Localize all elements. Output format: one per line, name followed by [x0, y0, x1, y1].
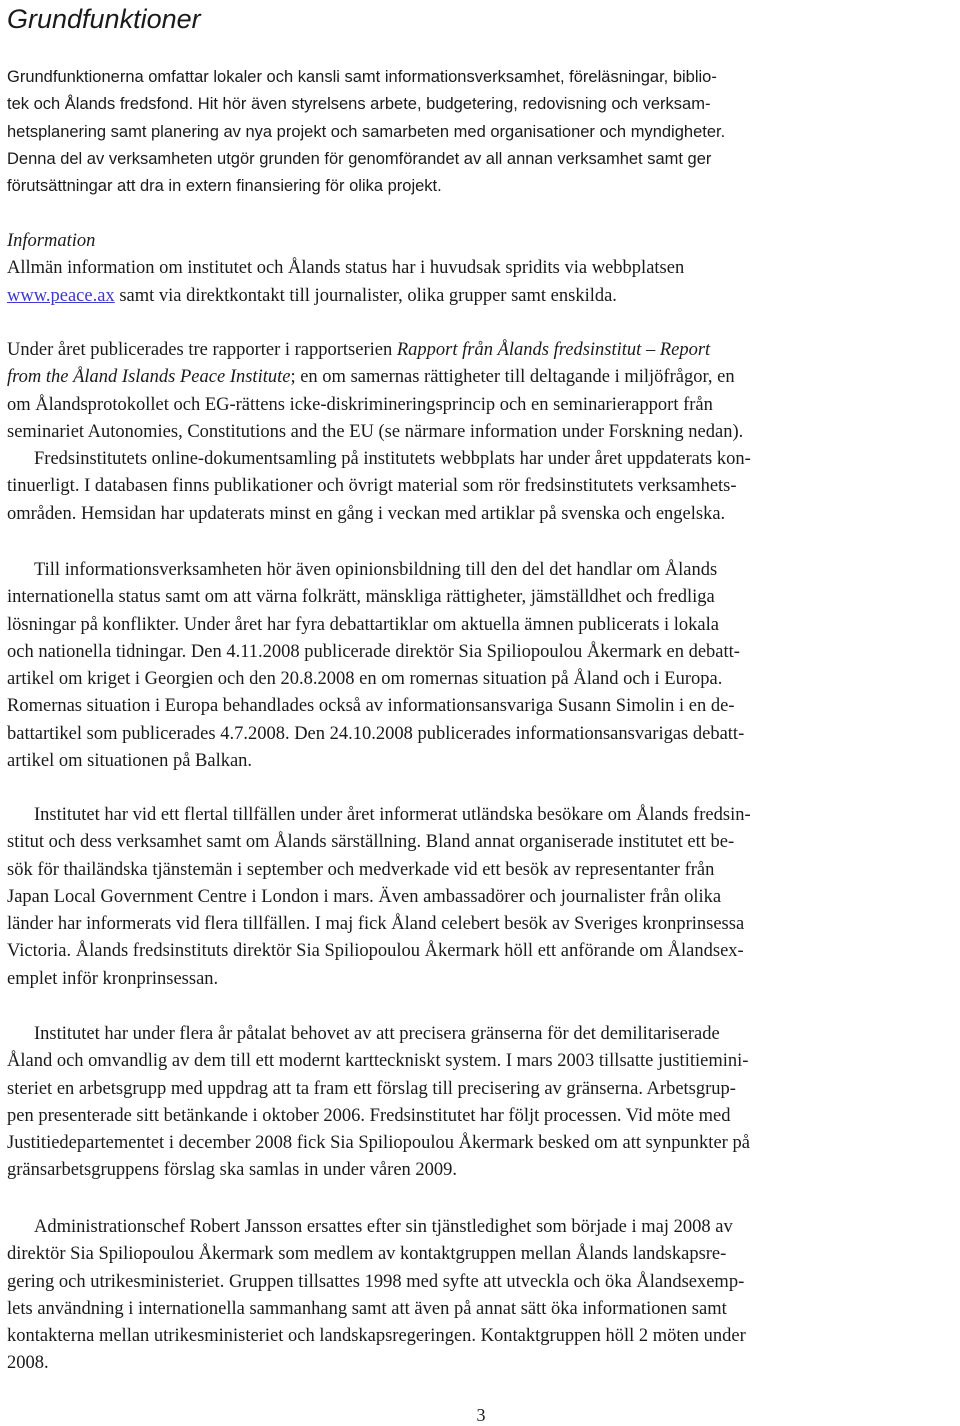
borders-paragraph	[7, 1021, 955, 1185]
text-line: steriet en arbetsgrupp med uppdrag att ta fram ett förslag till precisering av gränserna. Arbetsgrup-	[7, 1078, 736, 1099]
text-line: emplet inför kronprinsessan.	[7, 968, 219, 989]
website-link[interactable]: www.peace.ax	[7, 285, 115, 306]
text-fragment: samt via direktkontakt till journalister, olika grupper samt enskilda.	[114, 285, 617, 306]
text-line: kontakterna mellan utrikesministeriet och landskapsregeringen. Kontaktgruppen höll 2 möten under	[7, 1326, 746, 1347]
text-line: Romernas situation i Europa behandlades också av informationsansvariga Susann Simolin i en de-	[7, 696, 735, 717]
text-line: Institutet har under flera år påtalat behovet av att precisera gränserna för det demilitariserade	[34, 1024, 720, 1044]
text-line: Victoria. Ålands fredsinstituts direktör Sia Spiliopoulou Åkermark höll ett anförande om Ålandsex-	[7, 941, 744, 962]
text-line: gering och utrikesministeriet. Gruppen tillsattes 1998 med syfte att utveckla och öka Ålandsexemp-	[7, 1271, 745, 1292]
information-section	[7, 228, 955, 310]
text-line: seminariet Autonomies, Constitutions and the EU (se närmare information under Forskning nedan).	[7, 421, 744, 442]
text-line	[7, 283, 955, 310]
text-line: 2008.	[7, 1353, 49, 1374]
subheading-information: Information	[7, 231, 96, 251]
text-line: och nationella tidningar. Den 4.11.2008 publicerade direktör Sia Spiliopoulou Åkermark en debatt-	[7, 641, 740, 662]
text-line: lets användning i internationella sammanhang samt att även på annat sätt öka informationen samt	[7, 1298, 727, 1319]
text-line: om Ålandsprotokollet och EG-rättens icke-diskrimineringsprincip och en seminarierapport från	[7, 394, 713, 415]
text-line: pen presenterade sitt betänkande i oktober 2006. Fredsinstitutet har följt processen. Vid möte med	[7, 1105, 731, 1126]
contact-group-paragraph	[7, 1214, 955, 1378]
text-line: direktör Sia Spiliopoulou Åkermark som medlem av kontaktgruppen mellan Ålands landskapsre-	[7, 1244, 727, 1265]
text-line: artikel om situationen på Balkan.	[7, 751, 253, 772]
report-series-title: Rapport från Ålands fredsinstitut – Report	[396, 340, 711, 360]
text-line: länder har informerats vid flera tillfällen. I maj fick Åland celebert besök av Sveriges kronprinsessa	[7, 914, 745, 935]
intro-paragraph	[7, 64, 955, 200]
text-line: områden. Hemsidan har updaterats minst en gång i veckan med artiklar på svenska och engelska.	[7, 503, 726, 524]
text-line: Fredsinstitutets online-dokumentsamling på institutets webbplats har under året uppdaterats kon-	[34, 449, 751, 470]
text-line: Japan Local Government Centre i London i mars. Även ambassadörer och journalister från olika	[7, 886, 722, 907]
text-line: sök för thailändska tjänstemän i september och medverkade vid ett besök av representanter från	[7, 859, 715, 880]
text-line: artikel om kriget i Georgien och den 20.8.2008 en om romernas situation på Åland och i Europa.	[7, 669, 723, 690]
text-line: Denna del av verksamheten utgör grunden för genomförandet av all annan verksamhet samt ger	[7, 149, 712, 168]
text-line: hetsplanering samt planering av nya projekt och samarbeten med organisationer och myndigheter.	[7, 122, 726, 141]
text-line: tek och Ålands fredsfond. Hit hör även styrelsens arbete, budgetering, redovisning och verksam-	[7, 95, 711, 114]
text-fragment: ; en om samernas rättigheter till deltagande i miljöfrågor, en	[290, 367, 735, 388]
text-line: Administrationschef Robert Jansson ersattes efter sin tjänstledighet som började i maj 2008 av	[34, 1217, 733, 1237]
text-line: Åland och omvandlig av dem till ett modernt kartteckniskt system. I mars 2003 tillsatte justitiemini-	[7, 1051, 749, 1072]
text-line	[7, 364, 955, 391]
text-line: stitut och dess verksamhet samt om Ålands särställning. Bland annat organiserade institutet ett be-	[7, 832, 735, 853]
text-line: Till informationsverksamheten hör även opinionsbildning till den del det handlar om Ålands	[34, 560, 718, 580]
text-line: lösningar på konflikter. Under året har fyra debattartiklar om aktuella ämnen publicerats i lokala	[7, 614, 719, 635]
opinion-paragraph	[7, 557, 955, 775]
text-line: Institutet har vid ett flertal tillfällen under året informerat utländska besökare om Ålands fredsin-	[34, 805, 751, 825]
text-fragment: Under året publicerades tre rapporter i rapportserien	[7, 340, 397, 360]
text-line: tinuerligt. I databasen finns publikationer och övrigt material som rör fredsinstitutets verksamhets-	[7, 476, 737, 497]
page-number: 3	[476, 1405, 486, 1425]
text-line: Justitiedepartementet i december 2008 fick Sia Spiliopoulou Åkermark besked om att synpunkter på	[7, 1133, 750, 1154]
visitors-paragraph	[7, 802, 955, 993]
text-line	[7, 337, 955, 364]
reports-paragraph	[7, 337, 955, 528]
text-line: gränsarbetsgruppens förslag ska samlas in under våren 2009.	[7, 1160, 458, 1181]
text-line: Allmän information om institutet och Ålands status har i huvudsak spridits via webbplatsen	[7, 258, 685, 279]
text-line: internationella status samt om att värna folkrätt, mänskliga rättigheter, jämställdhet och fredliga	[7, 587, 715, 608]
report-series-title-continued: from the Åland Islands Peace Institute	[7, 367, 291, 388]
text-line: battartikel som publicerades 4.7.2008. Den 24.10.2008 publicerades informationsansvarigas debatt-	[7, 723, 745, 744]
text-line: Grundfunktionerna omfattar lokaler och kansli samt informationsverksamhet, föreläsningar, biblio-	[7, 68, 717, 86]
text-line: förutsättningar att dra in extern finansiering för olika projekt.	[7, 177, 442, 196]
section-title: Grundfunktioner	[7, 4, 201, 34]
